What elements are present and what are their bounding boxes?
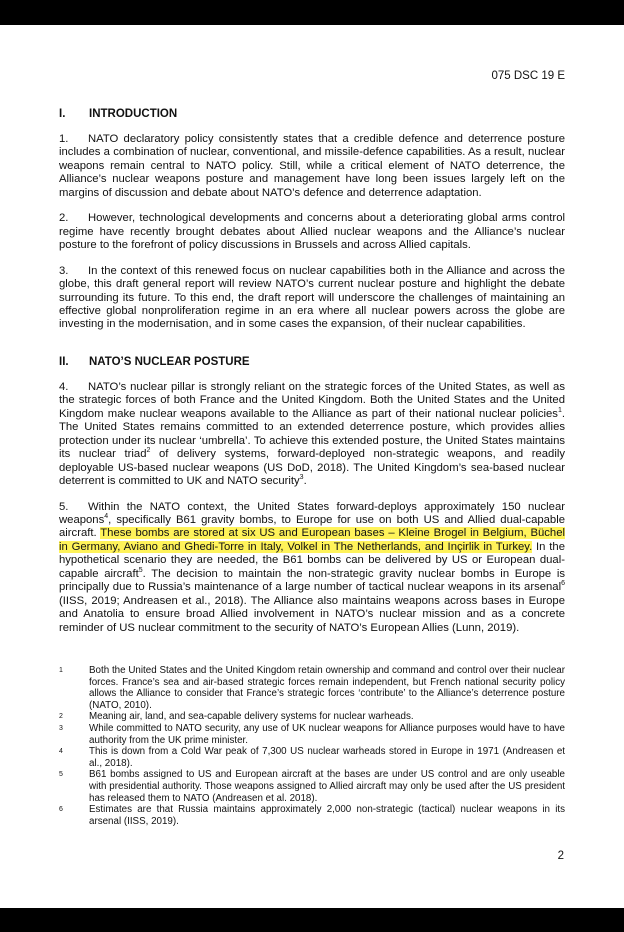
footnote-ref[interactable]: 1	[557, 407, 562, 415]
footnote-ref[interactable]: 4	[104, 513, 109, 521]
paragraph-number: 4.	[59, 380, 69, 393]
document-reference: 075 DSC 19 E	[491, 70, 565, 82]
paragraph-number: 1.	[59, 133, 69, 145]
paragraph-text: , specifically B61 gravity bombs, to Europe for use on both US and Allied dual-capable aircraft.	[59, 513, 565, 540]
top-black-bar	[0, 0, 624, 25]
footnote-ref[interactable]: 2	[146, 447, 151, 455]
paragraph-number: 3.	[59, 264, 69, 277]
section-title: NATO’S NUCLEAR POSTURE	[89, 355, 250, 368]
footnote-ref[interactable]: 3	[299, 474, 304, 482]
footnote-text: Estimates are that Russia maintains approximately 2,000 non-strategic (tactical) nuclear weapons in its arsenal (IISS, 2019).	[89, 804, 565, 827]
paragraph-text: However, technological developments and concerns about a deteriorating global arms control regime have recently brought debates about Allied nuclear weapons and the Alliance’s nuclear posture to the forefront of policy discussions in Brussels and across Allied capitals.	[59, 212, 565, 252]
footnote-text: Both the United States and the United Kingdom retain ownership and command and control over their nuclear forces. France’s sea and air-based strategic forces remain independent, but French national security policy allows the Alliance to consider that France’s strategic forces ‘contribute’ to the Alliance’s deterrence posture (NATO, 2010).	[89, 665, 565, 711]
footnote-text: B61 bombs assigned to US and European aircraft at the bases are under US control and are only useable with presidential authority. Those weapons assigned to Allied aircraft may only be used after the US president has released them to NATO (Andreasen et al. 2018).	[89, 769, 565, 804]
paragraph-text: .	[303, 475, 307, 488]
paragraph-2	[59, 212, 565, 252]
footnote-number: 3	[59, 724, 63, 732]
footnote	[59, 746, 565, 769]
section-heading-introduction	[59, 108, 565, 120]
footnote-number: 5	[59, 771, 63, 779]
paragraph-text: In the hypothetical scenario they are needed, the B61 bombs can be delivered by US or European dual-capable aircraft	[59, 540, 565, 580]
paragraph-number: 5.	[59, 500, 69, 513]
footnote	[59, 804, 565, 827]
paragraph-4	[59, 381, 565, 489]
paragraph-text: . The United States remains committed to an extended deterrence posture, which provides allies protection under its nuclear ‘umbrella’. To achieve this extended posture, the United States maintains its nuclear triad	[59, 407, 565, 461]
footnote-number: 6	[59, 806, 63, 814]
footnote-text: Meaning air, land, and sea-capable delivery systems for nuclear warheads.	[89, 711, 414, 723]
footnote-number: 2	[59, 713, 63, 721]
section-heading-nuclear-posture	[59, 356, 565, 368]
bottom-black-bar	[0, 908, 624, 932]
footnote-number: 1	[59, 667, 63, 674]
paragraph-text: . The decision to maintain the non-strategic gravity nuclear bombs in Europe is principally due to Russia’s maintenance of a large number of tactical nuclear weapons in its arsenal	[59, 567, 565, 594]
paragraph-text: In the context of this renewed focus on nuclear capabilities both in the Alliance and across the globe, this draft general report will review NATO’s current nuclear posture and highlight the debate surrounding its future. To this end, the draft report will underscore the challenges of maintaining an effective global nonproliferation regime in an era where all nuclear powers across the globe are investing in the modernisation, and in some cases the expansion, of their nuclear capabilities.	[59, 264, 565, 331]
section-title: INTRODUCTION	[89, 108, 178, 120]
paragraph-number: 2.	[59, 212, 69, 225]
paragraph-1	[59, 133, 565, 200]
paragraph-text: (IISS, 2019; Andreasen et al., 2018). The Alliance also maintains weapons across bases in Europe and Anatolia to ensure broad Allied involvement in NATO’s nuclear mission and as a concrete reminder of US nuclear commitment to the security of NATO’s European Allies (Lunn, 2019).	[59, 594, 565, 634]
footnote	[59, 723, 565, 746]
section-number: I.	[59, 108, 66, 120]
page-number: 2	[557, 850, 564, 862]
document-page	[0, 25, 624, 908]
paragraph-text: NATO declaratory policy consistently states that a credible defence and deterrence posture includes a combination of nuclear, conventional, and missile-defence capabilities. As a result, nuclear weapons remain central to NATO policy. Still, while a critical element of NATO deterrence, the Alliance’s nuclear weapons posture and management have long been issues largely left on the margins of discussion and debate about NATO’s defence and deterrence adaptation.	[59, 133, 565, 199]
footnote-number: 4	[59, 748, 63, 756]
paragraph-text: of delivery systems, forward-deployed non-strategic weapons, and readily deployable US-based nuclear weapons (US DoD, 2018). The United Kingdom’s sea-based nuclear deterrent is committed to UK and NATO security	[59, 448, 565, 488]
paragraph-3	[59, 265, 565, 332]
footnote-text: This is down from a Cold War peak of 7,300 US nuclear warheads stored in Europe in 1971 (Andreasen et al., 2018).	[89, 746, 565, 769]
footnote-ref[interactable]: 5	[138, 567, 143, 575]
main-content	[59, 108, 565, 647]
highlighted-text: These bombs are stored at six US and European bases – Kleine Brogel in Belgium, Büchel in Germany, Aviano and Ghedi-Torre in Italy, Volkel in The Netherlands, and Inçirlik in Turkey.	[59, 527, 565, 553]
paragraph-text: Within the NATO context, the United States forward-deploys approximately 150 nuclear weapons	[59, 500, 565, 526]
footnotes	[59, 665, 565, 827]
footnote	[59, 711, 565, 723]
paragraph-text: NATO’s nuclear pillar is strongly reliant on the strategic forces of the United States, as well as the strategic forces of both France and the United Kingdom. Both the United States and the United Kingdom make nuclear weapons available to the Alliance as part of their national nuclear policies	[59, 380, 565, 420]
footnote-text: While committed to NATO security, any use of UK nuclear weapons for Alliance purposes would have to have authority from the UK prime minister.	[89, 722, 565, 746]
paragraph-5	[59, 501, 565, 636]
footnote	[59, 665, 565, 711]
footnote	[59, 769, 565, 804]
footnote-ref[interactable]: 6	[561, 580, 565, 588]
section-number: II.	[59, 355, 69, 368]
